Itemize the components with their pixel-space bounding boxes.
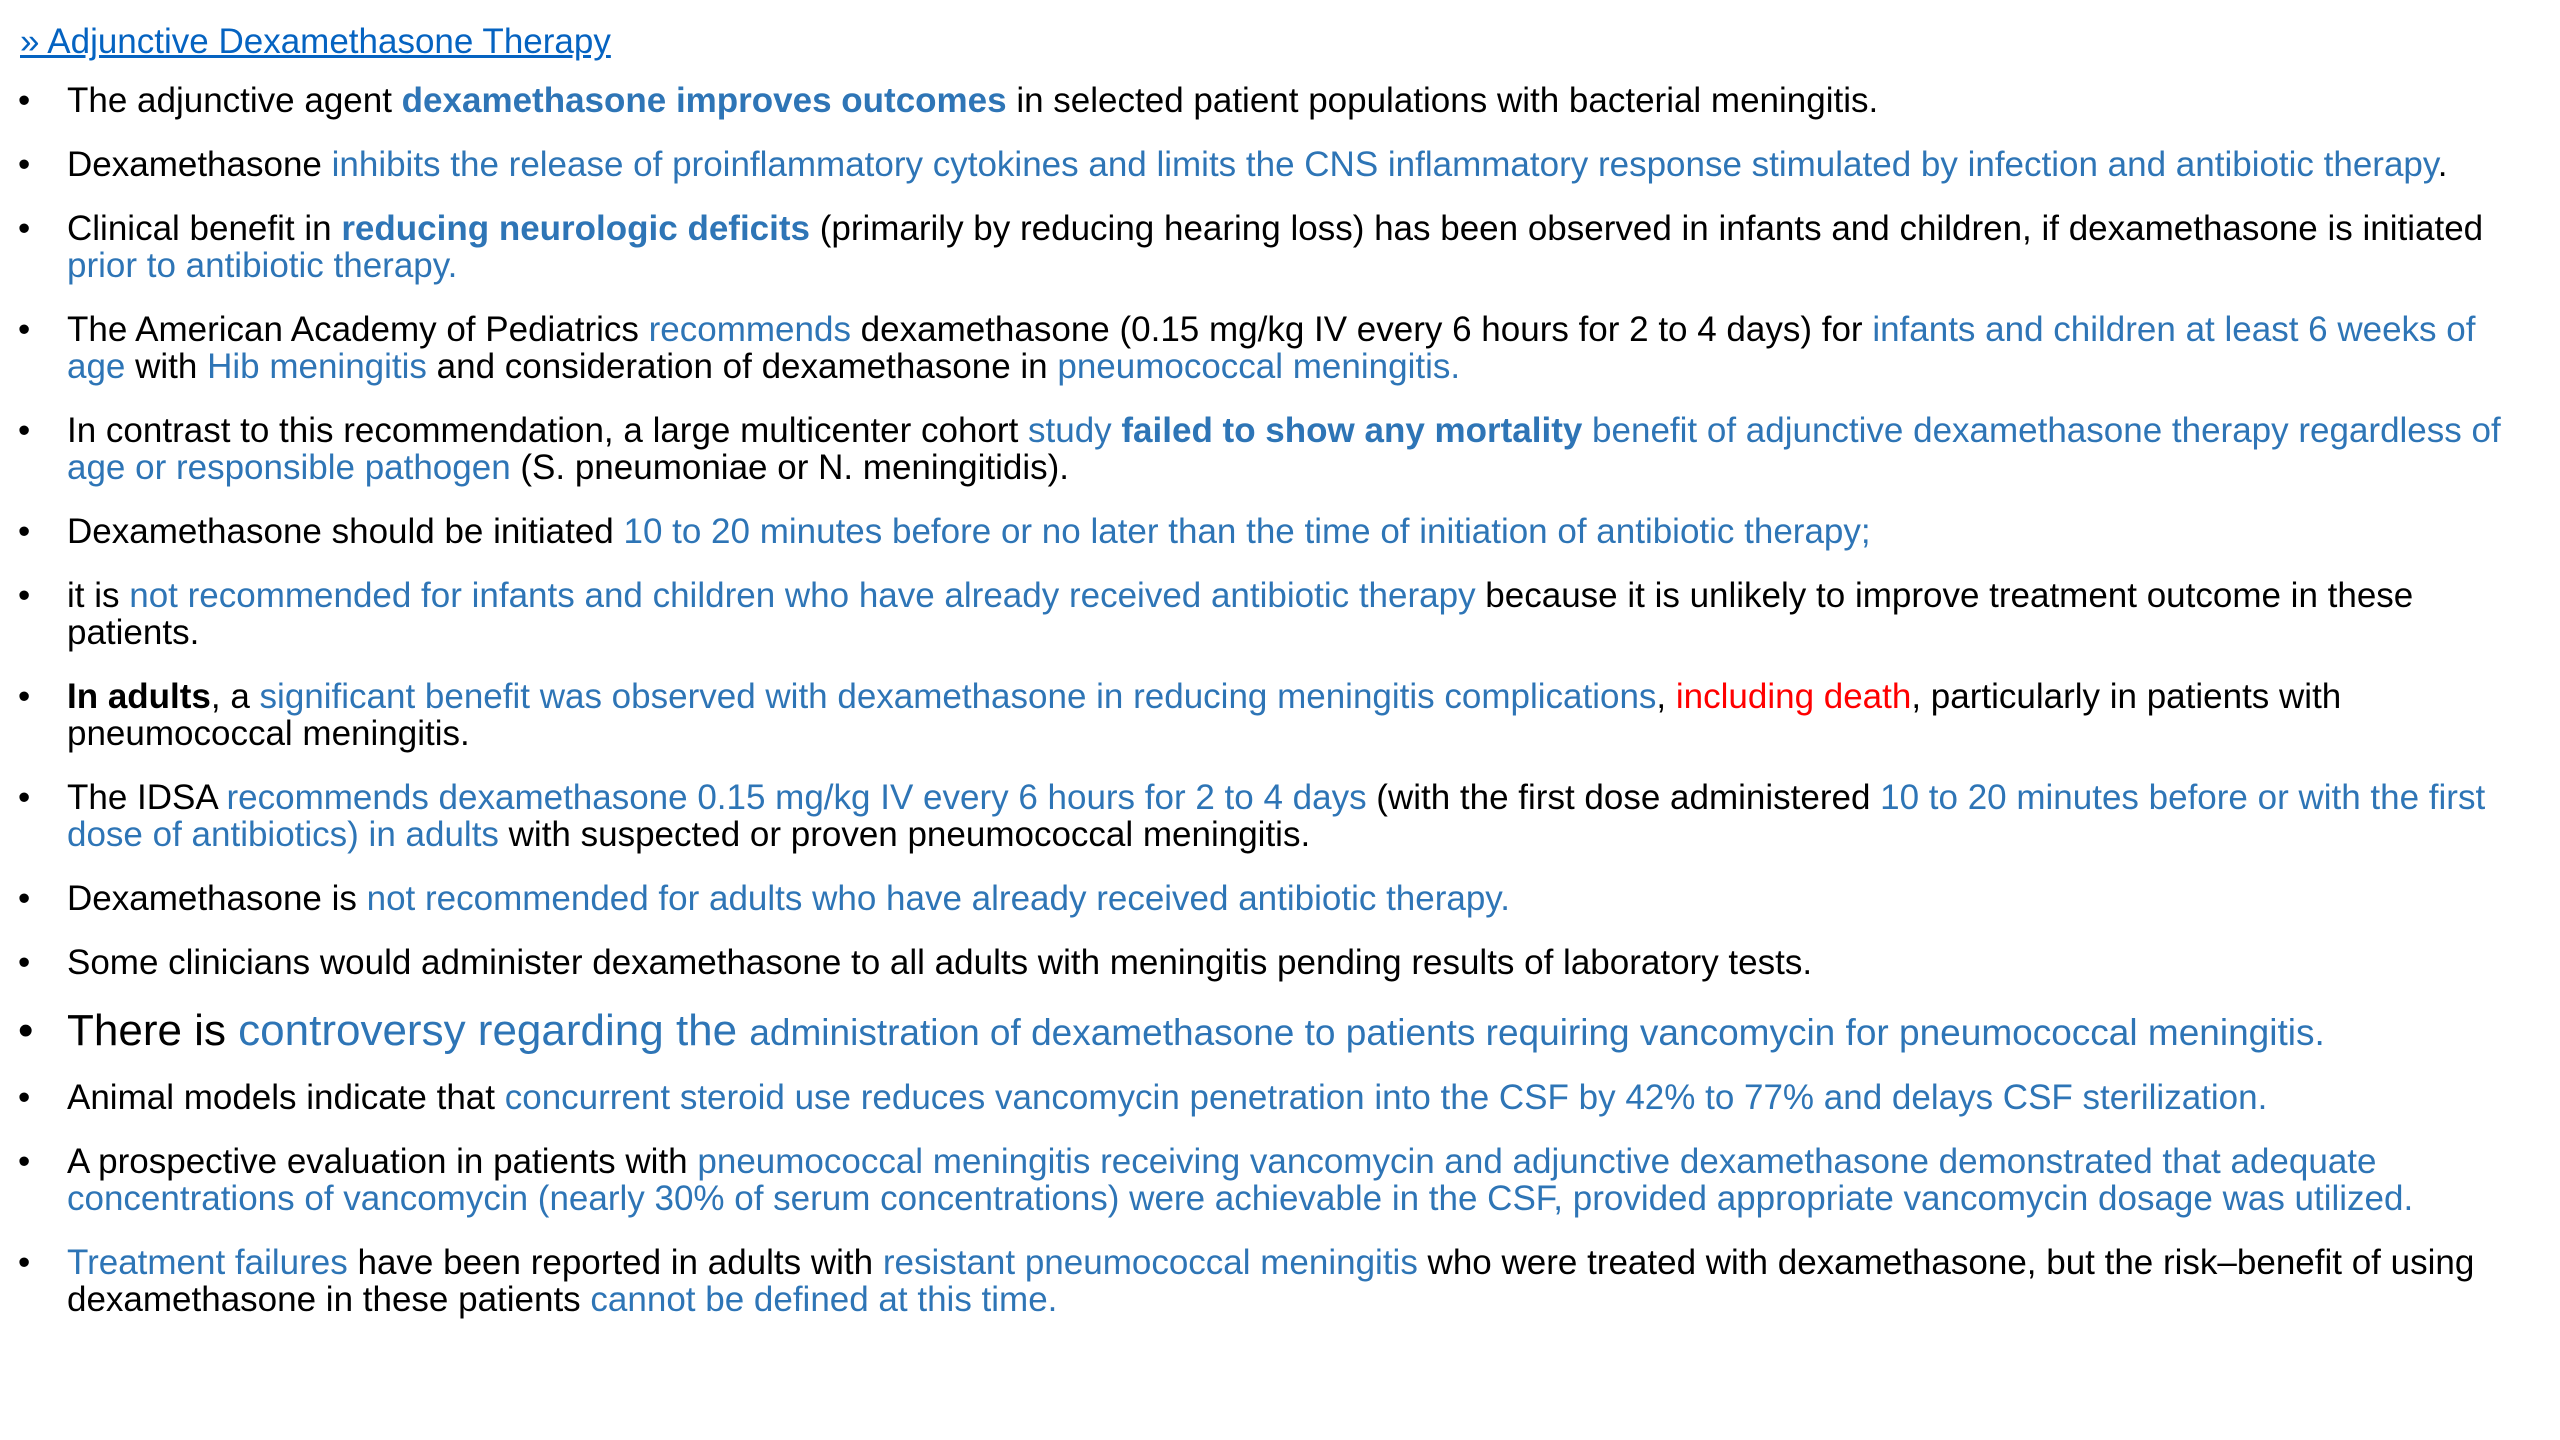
bullet-text-segment: infants and children at least 6 weeks of age — [67, 310, 2476, 386]
bullet-text-segment: In adults — [67, 677, 211, 716]
bullet-text-segment: , a — [210, 677, 260, 716]
bullet-text-segment: dexamethasone (0.15 mg/kg IV every 6 hours for 2 to 4 days) for — [850, 310, 1873, 349]
bullet-dot-icon: • — [18, 1142, 31, 1181]
bullet-item — [0, 880, 2540, 917]
bullet-text-segment: dexamethasone improves outcomes — [401, 81, 1007, 120]
bullet-text-segment: controversy regarding the — [238, 1006, 750, 1055]
bullet-text-segment: who were treated with dexamethasone, but the risk–benefit of using dexamethasone in these patients — [67, 1243, 2475, 1319]
bullet-text-segment: Some clinicians would administer dexamethasone to all adults with meningitis pending results of laboratory tests. — [67, 943, 1813, 982]
bullet-text-segment: failed to show any mortality — [1121, 411, 1583, 450]
bullet-text-segment: benefit of adjunctive dexamethasone therapy regardless of age or responsible pathogen — [67, 411, 2501, 487]
bullet-dot-icon: • — [18, 1006, 34, 1055]
bullet-text-segment: pneumococcal meningitis. — [1057, 347, 1461, 386]
bullet-dot-icon: • — [18, 81, 31, 120]
bullet-item — [0, 678, 2540, 752]
bullet-item — [0, 577, 2540, 651]
bullet-item — [0, 513, 2540, 550]
bullet-text-segment: 10 to 20 minutes before or with the first dose of antibiotics) in adults — [67, 778, 2486, 854]
bullet-dot-icon: • — [18, 145, 31, 184]
bullet-text-segment: Animal models indicate that — [67, 1078, 505, 1117]
bullet-text-segment: recommends dexamethasone 0.15 mg/kg IV every 6 hours for 2 to 4 days — [226, 778, 1367, 817]
bullet-text-segment: not recommended for infants and children who have already received antibiotic therapy — [129, 576, 1476, 615]
heading-link[interactable]: » Adjunctive Dexamethasone Therapy — [20, 22, 611, 61]
bullet-dot-icon: • — [18, 1078, 31, 1117]
bullet-text-segment: recommends — [648, 310, 851, 349]
bullet-text-segment: including death — [1675, 677, 1912, 716]
bullet-text-segment: 10 to 20 minutes before or no later than the time of initiation of antibiotic therapy; — [623, 512, 1871, 551]
bullet-dot-icon: • — [18, 411, 31, 450]
bullet-item — [0, 1244, 2540, 1318]
bullet-text-segment: reducing neurologic deficits — [341, 209, 810, 248]
bullet-text-segment: , — [1656, 677, 1676, 716]
bullet-text-segment: it is — [67, 576, 130, 615]
bullet-text-segment: (with the first dose administered — [1366, 778, 1881, 817]
bullet-dot-icon: • — [18, 209, 31, 248]
bullet-dot-icon: • — [18, 1243, 31, 1282]
bullet-text-segment: . — [2437, 145, 2448, 184]
bullet-text-segment: Hib meningitis — [207, 347, 427, 386]
bullet-text-segment: There is — [67, 1006, 239, 1055]
bullet-text-segment: not recommended for adults who have already received antibiotic therapy. — [366, 879, 1510, 918]
bullet-item — [0, 82, 2540, 119]
bullet-text-segment: study — [1028, 411, 1122, 450]
bullet-item — [0, 311, 2540, 385]
bullet-text-segment: The adjunctive agent — [67, 81, 402, 120]
bullet-item — [0, 1008, 2540, 1056]
bullet-item — [0, 1079, 2540, 1116]
bullet-text-segment: cannot be defined at this time. — [590, 1280, 1058, 1319]
bullet-text-segment: (S. pneumoniae or N. meningitidis). — [510, 448, 1069, 487]
bullet-text-segment: resistant pneumococcal meningitis — [882, 1243, 1418, 1282]
bullet-item — [0, 1143, 2540, 1217]
bullet-text-segment: and consideration of dexamethasone in — [426, 347, 1058, 386]
bullet-text-segment: significant benefit was observed with dexamethasone in reducing meningitis complications — [259, 677, 1657, 716]
bullet-item — [0, 779, 2540, 853]
bullet-text-segment: concurrent steroid use reduces vancomycin penetration into the CSF by 42% to 77% and delays CSF sterilization. — [504, 1078, 2268, 1117]
bullet-dot-icon: • — [18, 310, 31, 349]
bullet-dot-icon: • — [18, 879, 31, 918]
bullet-text-segment: with suspected or proven pneumococcal meningitis. — [498, 815, 1311, 854]
bullet-dot-icon: • — [18, 576, 31, 615]
bullet-text-segment: Dexamethasone — [67, 145, 332, 184]
bullet-item — [0, 146, 2540, 183]
bullet-dot-icon: • — [18, 943, 31, 982]
bullet-text-segment: In contrast to this recommendation, a large multicenter cohort — [67, 411, 1029, 450]
bullet-text-segment: in selected patient populations with bacterial meningitis. — [1006, 81, 1879, 120]
bullet-text-segment: A prospective evaluation in patients with — [67, 1142, 698, 1181]
bullet-text-segment: administration of dexamethasone to patients requiring vancomycin for pneumococcal meningitis. — [749, 1012, 2325, 1053]
bullet-list — [0, 82, 2540, 1345]
bullet-item — [0, 210, 2540, 284]
bullet-text-segment: , particularly in patients with pneumococcal meningitis. — [67, 677, 2342, 753]
bullet-dot-icon: • — [18, 512, 31, 551]
bullet-text-segment: because it is unlikely to improve treatment outcome in these patients. — [67, 576, 2414, 652]
bullet-text-segment: Treatment failures — [67, 1243, 348, 1282]
bullet-text-segment: inhibits the release of proinflammatory cytokines and limits the CNS inflammatory response stimulated by infection and antibiotic therapy — [331, 145, 2438, 184]
bullet-text-segment: The American Academy of Pediatrics — [67, 310, 649, 349]
bullet-text-segment: The IDSA — [67, 778, 227, 817]
bullet-text-segment: have been reported in adults with — [347, 1243, 883, 1282]
bullet-text-segment: Dexamethasone is — [67, 879, 367, 918]
bullet-text-segment: prior to antibiotic therapy. — [67, 246, 458, 285]
bullet-text-segment: pneumococcal meningitis receiving vancomycin and adjunctive dexamethasone demonstrated that adequate concentrations of vancomycin (nearly 30% of serum concentrations) were achievable in the CSF, provided appropriate vancomycin dosage was utilized. — [67, 1142, 2414, 1218]
bullet-text-segment: Clinical benefit in — [67, 209, 342, 248]
bullet-item — [0, 944, 2540, 981]
bullet-text-segment: (primarily by reducing hearing loss) has been observed in infants and children, if dexamethasone is initiated — [809, 209, 2484, 248]
bullet-dot-icon: • — [18, 778, 31, 817]
bullet-dot-icon: • — [18, 677, 31, 716]
bullet-text-segment: with — [125, 347, 208, 386]
bullet-item — [0, 412, 2540, 486]
bullet-text-segment: Dexamethasone should be initiated — [67, 512, 624, 551]
